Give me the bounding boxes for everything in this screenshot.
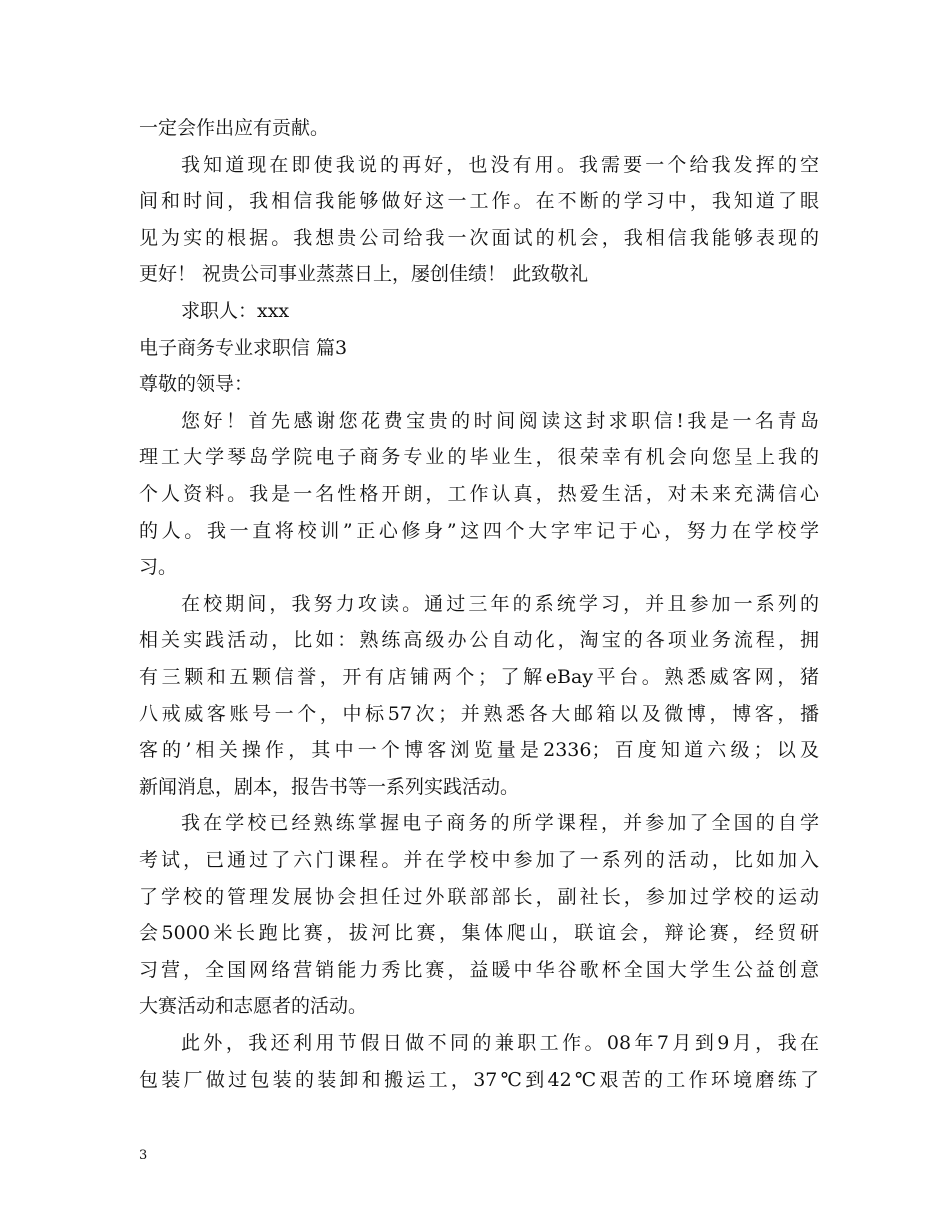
text-line: 包装厂做过包装的装卸和搬运工，37℃到42℃艰苦的工作环境磨练了 [139, 1068, 819, 1091]
text-line: 我在学校已经熟练掌握电子商务的所学课程，并参加了全国的自学 [181, 812, 819, 835]
page-number: 3 [139, 1148, 148, 1163]
text-line: 见为实的根据。我想贵公司给我一次面试的机会，我相信我能够表现的 [139, 226, 819, 249]
text-line: 尊敬的领导： [139, 373, 254, 396]
text-line: 理工大学琴岛学院电子商务专业的毕业生，很荣幸有机会向您呈上我的 [139, 446, 819, 469]
text-line: 电子商务专业求职信 篇3 [139, 336, 348, 359]
text-line: 相关实践活动，比如：熟练高级办公自动化，淘宝的各项业务流程，拥 [139, 629, 819, 652]
text-line: 新闻消息，剧本，报告书等一系列实践活动。 [139, 775, 520, 798]
text-line: 客的’相关操作，其中一个博客浏览量是2336；百度知道六级；以及 [139, 739, 819, 762]
text-line: 有三颗和五颗信誉，开有店铺两个；了解eBay平台。熟悉威客网，猪 [139, 666, 819, 688]
text-line: 会5000米长跑比赛，拔河比赛，集体爬山，联谊会，辩论赛，经贸研 [139, 922, 819, 945]
text-line: 此外，我还利用节假日做不同的兼职工作。08年7月到9月，我在 [181, 1032, 819, 1054]
text-line: 习。 [139, 556, 178, 579]
text-line: 的人。我一直将校训”正心修身”这四个大字牢记于心，努力在学校学 [139, 519, 819, 542]
text-line: 更好！ 祝贵公司事业蒸蒸日上，屡创佳绩！ 此致敬礼 [139, 263, 589, 286]
text-line: 个人资料。我是一名性格开朗，工作认真，热爱生活，对未来充满信心 [139, 483, 819, 505]
text-line: 一定会作出应有贡献。 [139, 117, 330, 139]
text-line: 在校期间，我努力攻读。通过三年的系统学习，并且参加一系列的 [181, 592, 819, 615]
text-line: 您好！首先感谢您花费宝贵的时间阅读这封求职信!我是一名青岛 [181, 409, 819, 432]
text-line: 大赛活动和志愿者的活动。 [139, 995, 368, 1018]
text-line: 了学校的管理发展协会担任过外联部部长，副社长，参加过学校的运动 [139, 885, 819, 908]
text-line: 间和时间，我相信我能够做好这一工作。在不断的学习中，我知道了眼 [139, 190, 819, 213]
text-line: 求职人：xxx [181, 300, 290, 322]
text-line: 考试，已通过了六门课程。并在学校中参加了一系列的活动，比如加入 [139, 849, 819, 871]
text-line: 八戒威客账号一个，中标57次；并熟悉各大邮箱以及微博，博客，播 [139, 702, 819, 725]
text-line: 习营，全国网络营销能力秀比赛，益暖中华谷歌杯全国大学生公益创意 [139, 958, 819, 981]
text-line: 我知道现在即使我说的再好，也没有用。我需要一个给我发挥的空 [181, 153, 819, 176]
